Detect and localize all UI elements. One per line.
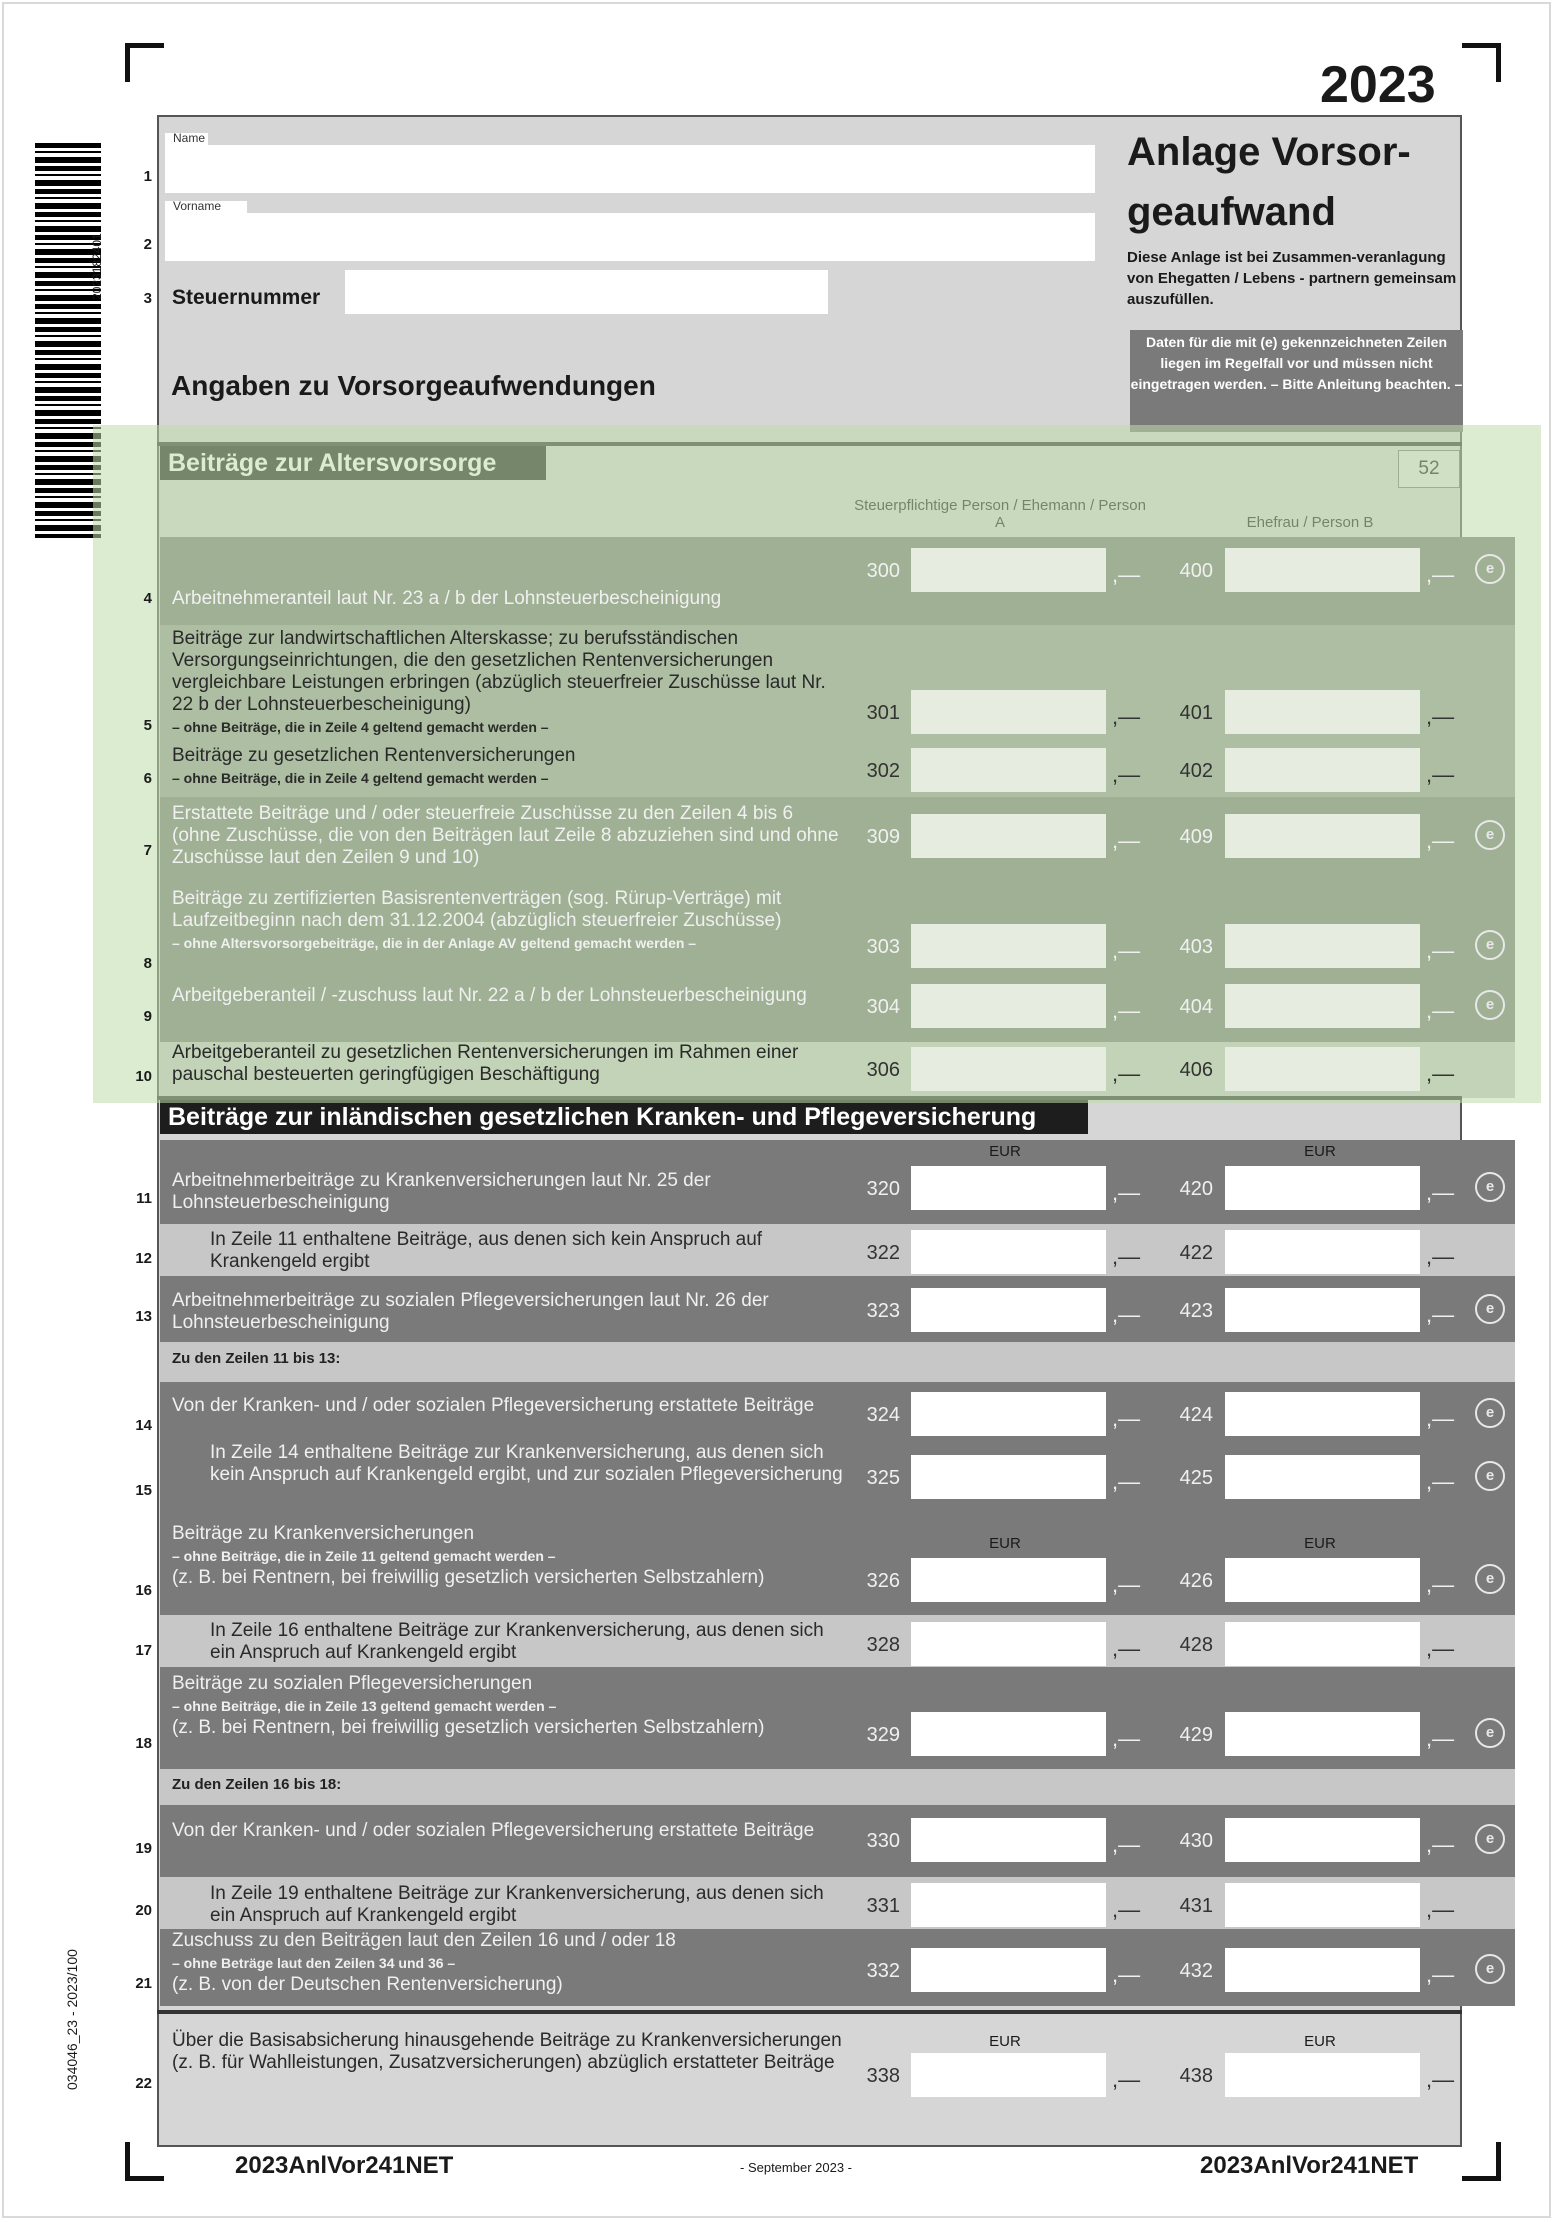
amount-field-person-a[interactable] — [911, 984, 1106, 1028]
field-code-person-a: 326 — [866, 1570, 900, 1592]
line-number: 1 — [143, 168, 152, 185]
amount-field-person-b[interactable] — [1225, 1230, 1420, 1274]
line-number: 19 — [135, 1840, 152, 1857]
row-label — [172, 1290, 844, 1334]
amount-field-person-a[interactable] — [911, 1948, 1106, 1992]
corner-mark-bottom-left — [125, 2142, 164, 2181]
e-marker-icon: e — [1475, 1564, 1505, 1594]
barcode — [35, 143, 101, 538]
cents-dash: ,— — [1112, 1572, 1141, 1597]
field-code-person-b: 429 — [1179, 1724, 1213, 1746]
row-label-text: Arbeitnehmeranteil laut Nr. 23 a / b der Lohnsteuerbescheinigung — [172, 588, 722, 609]
row-label-example: (z. B. bei Rentnern, bei freiwillig gesetzlich versicherten Selbstzahlern) — [172, 1717, 765, 1738]
field-code-person-b: 400 — [1179, 560, 1213, 582]
row-label-text: Arbeitgeberanteil zu gesetzlichen Rentenversicherungen im Rahmen einer pauschal besteuerten geringfügigen Beschäftigung — [172, 1042, 799, 1085]
field-code-person-b: 422 — [1179, 1242, 1213, 1264]
row-label-text: Über die Basisabsicherung hinausgehende Beiträge zu Krankenversicherungen (z. B. für Wahlleistungen, Zusatzversicherungen) abzüglich erstatteter Beiträge — [172, 2030, 842, 2073]
cents-dash: ,— — [1426, 828, 1455, 853]
field-code-person-b: 438 — [1179, 2065, 1213, 2087]
cents-dash: ,— — [1426, 762, 1455, 787]
amount-field-person-b[interactable] — [1225, 1166, 1420, 1210]
field-code-person-b: 409 — [1179, 826, 1213, 848]
amount-field-person-a[interactable] — [911, 1818, 1106, 1862]
steuernummer-field[interactable] — [345, 270, 828, 314]
row-label-example: (z. B. von der Deutschen Rentenversicherung) — [172, 1974, 563, 1995]
field-code-person-b: 402 — [1179, 760, 1213, 782]
field-code-person-b: 424 — [1179, 1404, 1213, 1426]
eur-label: EUR — [989, 1535, 1021, 1552]
row-label-note: – ohne Beiträge, die in Zeile 4 geltend gemacht werden – — [172, 719, 549, 735]
row-label-note: – ohne Beiträge, die in Zeile 13 geltend gemacht werden – — [172, 1698, 557, 1714]
row-label-note: – ohne Beiträge, die in Zeile 11 geltend gemacht werden – — [172, 1548, 556, 1564]
field-code-person-a: 300 — [866, 560, 900, 582]
field-code-person-b: 406 — [1179, 1059, 1213, 1081]
e-marker-icon: e — [1475, 1824, 1505, 1854]
cents-dash: ,— — [1112, 704, 1141, 729]
cents-dash: ,— — [1426, 1469, 1455, 1494]
corner-mark-top-left — [125, 43, 164, 82]
cents-dash: ,— — [1112, 998, 1141, 1023]
amount-field-person-b[interactable] — [1225, 1455, 1420, 1499]
cents-dash: ,— — [1112, 1244, 1141, 1269]
row-label — [172, 985, 844, 1007]
row-label-text: Beiträge zu gesetzlichen Rentenversicherungen — [172, 745, 576, 766]
field-code-person-b: 404 — [1179, 996, 1213, 1018]
row-label — [172, 745, 844, 789]
line-number: 22 — [135, 2075, 152, 2092]
row-label — [210, 1620, 844, 1664]
row-label-text: Beiträge zur landwirtschaftlichen Alterskasse; zu berufsständischen Versorgungseinrichtungen, die den gesetzlichen Rentenversicherungen vergleichbare Leistungen erbringen (abzüglich steuerfreier Zuschüsse laut Nr. 22 b der Lohnsteuerbescheinigung) — [172, 628, 826, 715]
side-form-code: 034046_23 - 2023/100 — [64, 1949, 80, 2090]
section-heading: Angaben zu Vorsorgeaufwendungen — [171, 370, 656, 401]
row-label — [172, 888, 844, 954]
cents-dash: ,— — [1112, 1636, 1141, 1661]
section-title-kranken: Beiträge zur inländischen gesetzlichen Kranken- und Pflegeversicherung — [160, 1100, 1088, 1134]
e-marker-icon: e — [1475, 990, 1505, 1020]
field-code-person-a: 328 — [866, 1634, 900, 1656]
line-number: 21 — [135, 1975, 152, 1992]
amount-field-person-a[interactable] — [911, 1712, 1106, 1756]
e-marker-icon: e — [1475, 1398, 1505, 1428]
corner-mark-bottom-right — [1462, 2142, 1501, 2181]
eur-label: EUR — [989, 2033, 1021, 2050]
amount-field-person-a[interactable] — [911, 1392, 1106, 1436]
field-code-person-a: 302 — [866, 760, 900, 782]
row-label — [172, 1170, 844, 1214]
field-code-person-a: 322 — [866, 1242, 900, 1264]
field-code-person-a: 320 — [866, 1178, 900, 1200]
field-code-person-a: 304 — [866, 996, 900, 1018]
field-code-person-b: 423 — [1179, 1300, 1213, 1322]
eur-label: EUR — [1304, 2033, 1336, 2050]
field-code-person-a: 331 — [866, 1895, 900, 1917]
row-label-example: (z. B. bei Rentnern, bei freiwillig gesetzlich versicherten Selbstzahlern) — [172, 1567, 765, 1588]
cents-dash: ,— — [1112, 1180, 1141, 1205]
field-code-person-a: 306 — [866, 1059, 900, 1081]
field-code-person-a: 325 — [866, 1467, 900, 1489]
field-code-person-b: 403 — [1179, 936, 1213, 958]
row-label-text: Beiträge zu Krankenversicherungen — [172, 1523, 475, 1544]
cents-dash: ,— — [1426, 1897, 1455, 1922]
amount-field-person-b[interactable] — [1225, 1047, 1420, 1091]
amount-field-person-a[interactable] — [911, 1455, 1106, 1499]
cents-dash: ,— — [1112, 938, 1141, 963]
footer-date: - September 2023 - — [740, 2160, 853, 2175]
line-number: 5 — [143, 717, 152, 734]
vorname-field[interactable] — [165, 213, 1095, 261]
amount-field-person-b[interactable] — [1225, 1392, 1420, 1436]
steuernummer-label: Steuernummer — [172, 286, 321, 309]
row-label-text: Erstattete Beiträge und / oder steuerfreie Zuschüsse zu den Zeilen 4 bis 6 (ohne Zuschüsse, die von den Beiträgen laut Zeile 8 abzuziehen sind und ohne Zuschüsse laut den Zeilen 9 und 10) — [172, 803, 839, 868]
field-code-person-a: 303 — [866, 936, 900, 958]
amount-field-person-a[interactable] — [911, 2053, 1106, 2097]
row-label-text: Arbeitgeberanteil / -zuschuss laut Nr. 22 a / b der Lohnsteuerbescheinigung — [172, 985, 807, 1006]
field-code-person-a: 301 — [866, 702, 900, 724]
line-number: 6 — [143, 770, 152, 787]
joint-filing-note: Diese Anlage ist bei Zusammen-veranlagung von Ehegatten / Lebens - partnern gemeinsam auszufüllen. — [1127, 249, 1457, 308]
cents-dash: ,— — [1112, 1726, 1141, 1751]
cents-dash: ,— — [1112, 1302, 1141, 1327]
row-label-text: In Zeile 19 enthaltene Beiträge zur Krankenversicherung, aus denen sich ein Anspruch auf Krankengeld ergibt — [210, 1883, 824, 1926]
field-code-person-a: 338 — [866, 2065, 900, 2087]
line-number: 4 — [143, 590, 152, 607]
row-label-text: In Zeile 16 enthaltene Beiträge zur Krankenversicherung, aus denen sich ein Anspruch auf Krankengeld ergibt — [210, 1620, 824, 1663]
corner-mark-top-right — [1462, 43, 1501, 82]
vorname-label: Vorname — [173, 199, 222, 213]
barcode-number: 2023182401 — [90, 233, 104, 300]
amount-field-person-b[interactable] — [1225, 1883, 1420, 1927]
amount-field-person-a[interactable] — [911, 1558, 1106, 1602]
field-code-person-b: 425 — [1179, 1467, 1213, 1489]
amount-field-person-b[interactable] — [1225, 2053, 1420, 2097]
e-marker-icon: e — [1475, 1294, 1505, 1324]
cents-dash: ,— — [1112, 828, 1141, 853]
field-code-person-b: 430 — [1179, 1830, 1213, 1852]
row-label-text: In Zeile 14 enthaltene Beiträge zur Krankenversicherung, aus denen sich kein Anspruch auf Krankengeld ergibt, und zur sozialen Pflegeversicherung — [210, 1442, 843, 1485]
amount-field-person-b[interactable] — [1225, 924, 1420, 968]
cents-dash: ,— — [1426, 1832, 1455, 1857]
amount-field-person-a[interactable] — [911, 1288, 1106, 1332]
line-number: 12 — [135, 1250, 152, 1267]
field-code-person-a: 332 — [866, 1960, 900, 1982]
cents-dash: ,— — [1112, 2067, 1141, 2092]
row-label-note: – ohne Altersvorsorgebeiträge, die in der Anlage AV geltend gemacht werden – — [172, 935, 697, 951]
cents-dash: ,— — [1426, 562, 1455, 587]
row-label — [172, 628, 844, 738]
amount-field-person-b[interactable] — [1225, 1558, 1420, 1602]
amount-field-person-b[interactable] — [1225, 748, 1420, 792]
cents-dash: ,— — [1112, 1061, 1141, 1086]
footer-form-code-right: 2023AnlVor241NET — [1200, 2152, 1419, 2179]
line-number: 13 — [135, 1308, 152, 1325]
form-year: 2023 — [1320, 56, 1436, 114]
cents-dash: ,— — [1426, 1962, 1455, 1987]
line-number: 18 — [135, 1735, 152, 1752]
form-title: Anlage Vorsor-geaufwand — [1127, 130, 1411, 234]
cents-dash: ,— — [1426, 938, 1455, 963]
row-label-text: Arbeitnehmerbeiträge zu sozialen Pflegeversicherungen laut Nr. 26 der Lohnsteuerbescheinigung — [172, 1290, 769, 1333]
cents-dash: ,— — [1426, 704, 1455, 729]
row-band-sep-18 — [160, 1769, 1515, 1805]
field-code-person-b: 431 — [1179, 1895, 1213, 1917]
eur-label: EUR — [1304, 1535, 1336, 1552]
row-label — [172, 1395, 844, 1417]
line-number: 20 — [135, 1902, 152, 1919]
footer-form-code-left: 2023AnlVor241NET — [235, 2152, 454, 2179]
field-code-person-a: 329 — [866, 1724, 900, 1746]
line-number: 17 — [135, 1642, 152, 1659]
row-label — [172, 1820, 844, 1842]
cents-dash: ,— — [1426, 1726, 1455, 1751]
row-label — [172, 2030, 844, 2074]
row-label — [210, 1229, 844, 1273]
cents-dash: ,— — [1112, 562, 1141, 587]
line-number: 16 — [135, 1582, 152, 1599]
amount-field-person-b[interactable] — [1225, 1948, 1420, 1992]
row-label-note: – ohne Beiträge, die in Zeile 4 geltend gemacht werden – — [172, 770, 549, 786]
field-code-person-b: 420 — [1179, 1178, 1213, 1200]
line-number: 9 — [143, 1008, 152, 1025]
amount-field-person-b[interactable] — [1225, 690, 1420, 734]
row-label — [172, 1673, 844, 1739]
amount-field-person-a[interactable] — [911, 924, 1106, 968]
row-label — [172, 803, 844, 869]
row-label — [172, 588, 844, 610]
row-label — [210, 1442, 844, 1486]
amount-field-person-a[interactable] — [911, 548, 1106, 592]
field-code-person-a: 309 — [866, 826, 900, 848]
field-code-person-b: 432 — [1179, 1960, 1213, 1982]
e-marker-icon: e — [1475, 930, 1505, 960]
cents-dash: ,— — [1426, 1636, 1455, 1661]
amount-field-person-a[interactable] — [911, 1622, 1106, 1666]
cents-dash: ,— — [1426, 998, 1455, 1023]
cents-dash: ,— — [1426, 1061, 1455, 1086]
row-label-text: Zuschuss zu den Beiträgen laut den Zeilen 16 und / oder 18 — [172, 1930, 676, 1951]
row-label-text: Von der Kranken- und / oder sozialen Pflegeversicherung erstattete Beiträge — [172, 1820, 815, 1841]
separator-label: Zu den Zeilen 11 bis 13: — [172, 1350, 341, 1367]
cents-dash: ,— — [1112, 1406, 1141, 1431]
e-marker-icon: e — [1475, 820, 1505, 850]
cents-dash: ,— — [1112, 1897, 1141, 1922]
row-label — [172, 1930, 844, 1996]
row-label-text: Arbeitnehmerbeiträge zu Krankenversicherungen laut Nr. 25 der Lohnsteuerbescheinigung — [172, 1170, 711, 1213]
info-box: Daten für die mit (e) gekennzeichneten Zeilen liegen im Regelfall vor und müssen nicht eingetragen werden. – Bitte Anleitung beachten. – — [1130, 330, 1463, 432]
row-label — [210, 1883, 844, 1927]
amount-field-person-b[interactable] — [1225, 1288, 1420, 1332]
e-marker-icon: e — [1475, 1461, 1505, 1491]
amount-field-person-a[interactable] — [911, 1230, 1106, 1274]
eur-label: EUR — [1304, 1143, 1336, 1160]
section-rule — [157, 2010, 1462, 2014]
amount-field-person-b[interactable] — [1225, 1622, 1420, 1666]
name-field[interactable] — [165, 145, 1095, 193]
e-marker-icon: e — [1475, 1718, 1505, 1748]
row-label-text: In Zeile 11 enthaltene Beiträge, aus denen sich kein Anspruch auf Krankengeld ergibt — [210, 1229, 763, 1272]
cents-dash: ,— — [1112, 1469, 1141, 1494]
field-code-person-a: 324 — [866, 1404, 900, 1426]
amount-field-person-a[interactable] — [911, 814, 1106, 858]
amount-field-person-a[interactable] — [911, 1166, 1106, 1210]
line-number: 10 — [135, 1068, 152, 1085]
cents-dash: ,— — [1426, 1572, 1455, 1597]
row-label — [172, 1042, 844, 1086]
cents-dash: ,— — [1112, 1962, 1141, 1987]
cents-dash: ,— — [1112, 762, 1141, 787]
amount-field-person-a[interactable] — [911, 1883, 1106, 1927]
cents-dash: ,— — [1426, 1244, 1455, 1269]
amount-field-person-b[interactable] — [1225, 1818, 1420, 1862]
cents-dash: ,— — [1112, 1832, 1141, 1857]
field-code-person-b: 428 — [1179, 1634, 1213, 1656]
row-label-text: Beiträge zu zertifizierten Basisrentenverträgen (sog. Rürup-Verträge) mit Laufzeitbeginn nach dem 31.12.2004 (abzüglich steuerfreier Zuschüsse) — [172, 888, 782, 931]
line-number: 15 — [135, 1482, 152, 1499]
amount-field-person-b[interactable] — [1225, 814, 1420, 858]
name-label: Name — [173, 131, 206, 145]
eur-label: EUR — [989, 1143, 1021, 1160]
cents-dash: ,— — [1426, 1302, 1455, 1327]
line-number: 11 — [136, 1190, 152, 1207]
line-number: 3 — [143, 290, 152, 307]
amount-field-person-b[interactable] — [1225, 1712, 1420, 1756]
e-marker-icon: e — [1475, 1172, 1505, 1202]
amount-field-person-a[interactable] — [911, 748, 1106, 792]
amount-field-person-a[interactable] — [911, 1047, 1106, 1091]
line-number: 2 — [143, 236, 152, 253]
field-code-person-a: 330 — [866, 1830, 900, 1852]
line-number: 8 — [143, 955, 152, 972]
e-marker-icon: e — [1475, 1954, 1505, 1984]
field-code-person-b: 426 — [1179, 1570, 1213, 1592]
field-code-person-b: 401 — [1179, 702, 1213, 724]
amount-field-person-a[interactable] — [911, 690, 1106, 734]
separator-label: Zu den Zeilen 16 bis 18: — [172, 1776, 342, 1793]
row-label — [172, 1523, 844, 1589]
row-label-note: – ohne Beträge laut den Zeilen 34 und 36 – — [172, 1955, 456, 1971]
e-marker-icon: e — [1475, 554, 1505, 584]
row-label-text: Beiträge zu sozialen Pflegeversicherungen — [172, 1673, 533, 1694]
line-number: 7 — [143, 842, 152, 859]
line-number: 14 — [135, 1417, 152, 1434]
row-label-text: Von der Kranken- und / oder sozialen Pflegeversicherung erstattete Beiträge — [172, 1395, 815, 1416]
cents-dash: ,— — [1426, 1406, 1455, 1431]
amount-field-person-b[interactable] — [1225, 984, 1420, 1028]
cents-dash: ,— — [1426, 2067, 1455, 2092]
row-band-sep-13 — [160, 1342, 1515, 1382]
field-code-person-a: 323 — [866, 1300, 900, 1322]
cents-dash: ,— — [1426, 1180, 1455, 1205]
amount-field-person-b[interactable] — [1225, 548, 1420, 592]
